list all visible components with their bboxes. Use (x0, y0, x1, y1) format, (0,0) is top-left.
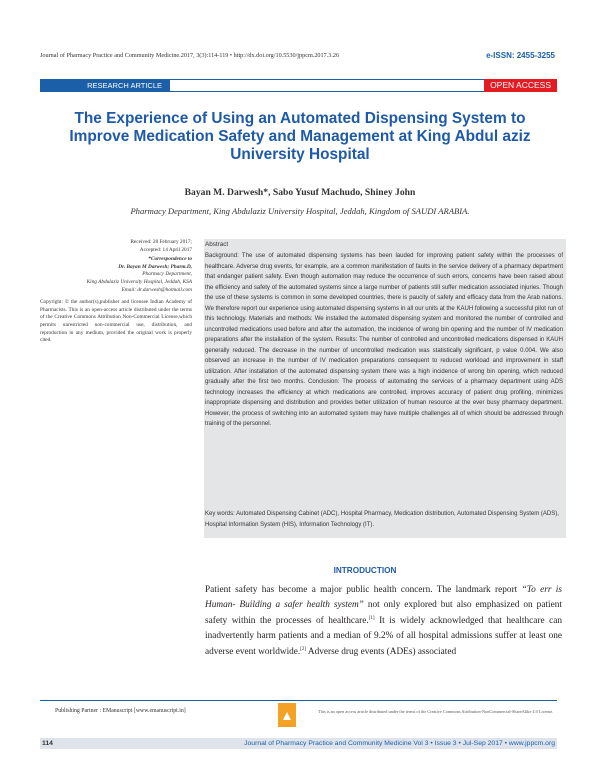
abstract-text: Background: The use of automated dispensing systems has been lauded for improving patient safety within the processes of healthcare. Adverse drug events, for example, are a common manifestation of faults in the service delivery of a pharmacy department that endanger patient safety. Even though automation may reduce the occurrence of such errors, concerns have been raised about the efficiency and safety of the automated systems since a large number of patients still suffer medication associated injuries. Though the use of these systems is common in some developed countries, there is paucity of safety and efficacy data from the Arab nations. We therefore report our experience using automated dispensing systems in all our units at the KAUH following a successful pilot run of this technology. Materials and methods: We installed the automated dispensing system and monitored the number of controlled and uncontrolled medications used before and after the automation, the incidence of wrong bin opening and the number of IV medication preparations after the installation of the system. Results: The number of controlled and uncontrolled medications dispensed in KAUH generally reduced. The decrease in the number of uncontrolled medication was statistically significant, p value 0.004. We also observed an increase in the number of IV medication preparations consequent to reduced workload and improvement in staff utilization. After installation of the automated dispensing system there was a high incidence of wrong bin opening, which reduced gradually after the first two months. Conclusion: The process of automating the services of a pharmacy department using ADS technology increases the efficiency at which medications are controlled, improves accuracy of patient drug profiling, minimizes inappropriate dispensing and distribution and provides better utilization of human resource at the ever busy pharmacy department. However, the process of switching into an automated system may have multiple challenges all of which should be addressed through training of the personnel. (205, 253, 563, 427)
logo-mark-icon (283, 712, 291, 720)
article-title: The Experience of Using an Automated Dispensing System to Improve Medication Safety and Management at King Abdul aziz University Hospital (69, 110, 531, 163)
corresponding-author-institution: King Abdulaziz University Hospital, Jeddah, KSA (86, 278, 192, 285)
cited-report-title: “To err is Human- Building a safer health system” (205, 585, 562, 610)
intro-text-3: It is widely acknowledged that healthcare can inadvertently harm patients and a median of 9.2% of all hospital admissions suffer at least one adverse event worldwide. (205, 616, 562, 658)
reference-1[interactable]: [1] (368, 616, 375, 622)
accepted-date: Accepted: 14 April 2017 (139, 246, 192, 253)
publishing-partner[interactable]: Publishing Partner : EManuscript [www.emanuscript.in] (55, 708, 186, 714)
corresponding-author-department: Pharmacy Department, (142, 271, 192, 278)
corresponding-author-email[interactable]: Email: dr.darwesh@hotmail.com (121, 286, 192, 293)
author-list: Bayan M. Darwesh*, Sabo Yusuf Machudo, Shiney John (184, 187, 416, 198)
author-affiliation: Pharmacy Department, King Abdulaziz University Hospital, Jeddah, Kingdom of SAUDI ARABIA. (130, 206, 470, 216)
article-type-label: RESEARCH ARTICLE (40, 79, 170, 92)
abstract-heading: Abstract (205, 241, 229, 248)
reference-2[interactable]: [2] (300, 647, 307, 653)
page-number: 114 (42, 740, 53, 747)
intro-text-1: Patient safety has become a major public health concern. The landmark report (205, 585, 522, 595)
intro-text-4: Adverse drug events (ADEs) associated (306, 647, 457, 658)
corresponding-author-name: Dr. Bayan M Darwesh; Pharm.D, (118, 263, 192, 270)
keywords: Key words: Automated Dispensing Cabinet (ADC), Hospital Pharmacy, Medication distribution, Automated Dispensing System (ADS), Hospital Information System (HIS), Information Technology (IT). (205, 511, 559, 528)
introduction-heading: INTRODUCTION (333, 566, 397, 575)
footer-journal-info: Journal of Pharmacy Practice and Community Medicine Vol 3 • Issue 3 • Jul-Sep 2017 • www.jppcm.org (244, 740, 555, 747)
journal-citation-line: Journal of Pharmacy Practice and Community Medicine.2017, 3(3):114-119 • http://dx.doi.org/10.5530/jppcm.2017.3.26 (40, 52, 340, 59)
received-date: Received: 28 February 2017; (130, 239, 192, 245)
article-info-sidebar (40, 239, 192, 345)
copyright-notice: Copyright: © the author(s),publisher and licensee Indian Academy of Pharmacists. This is an open-access article distributed under the terms of the Creative Commons Attribution Non-Commercial License,which permits unrestricted non-commercial use, distribution, and reproduction in any medium, provided the original work is properly cited. (40, 299, 192, 344)
intro-text-2: not only explored but also emphasized on patient safety within the processes of healthcare. (205, 599, 562, 627)
introduction-paragraph (205, 583, 562, 660)
issn: e-ISSN: 2455-3255 (486, 51, 555, 60)
license-notice: This is an open access article distributed under the terms of the Creative Commons Attribution-NonCommercial-ShareAlike 4.0 License. (318, 709, 554, 714)
correspondence-label: *Correspondence to (148, 256, 192, 263)
footer-divider (40, 700, 557, 701)
open-access-badge: OPEN ACCESS (484, 79, 557, 92)
